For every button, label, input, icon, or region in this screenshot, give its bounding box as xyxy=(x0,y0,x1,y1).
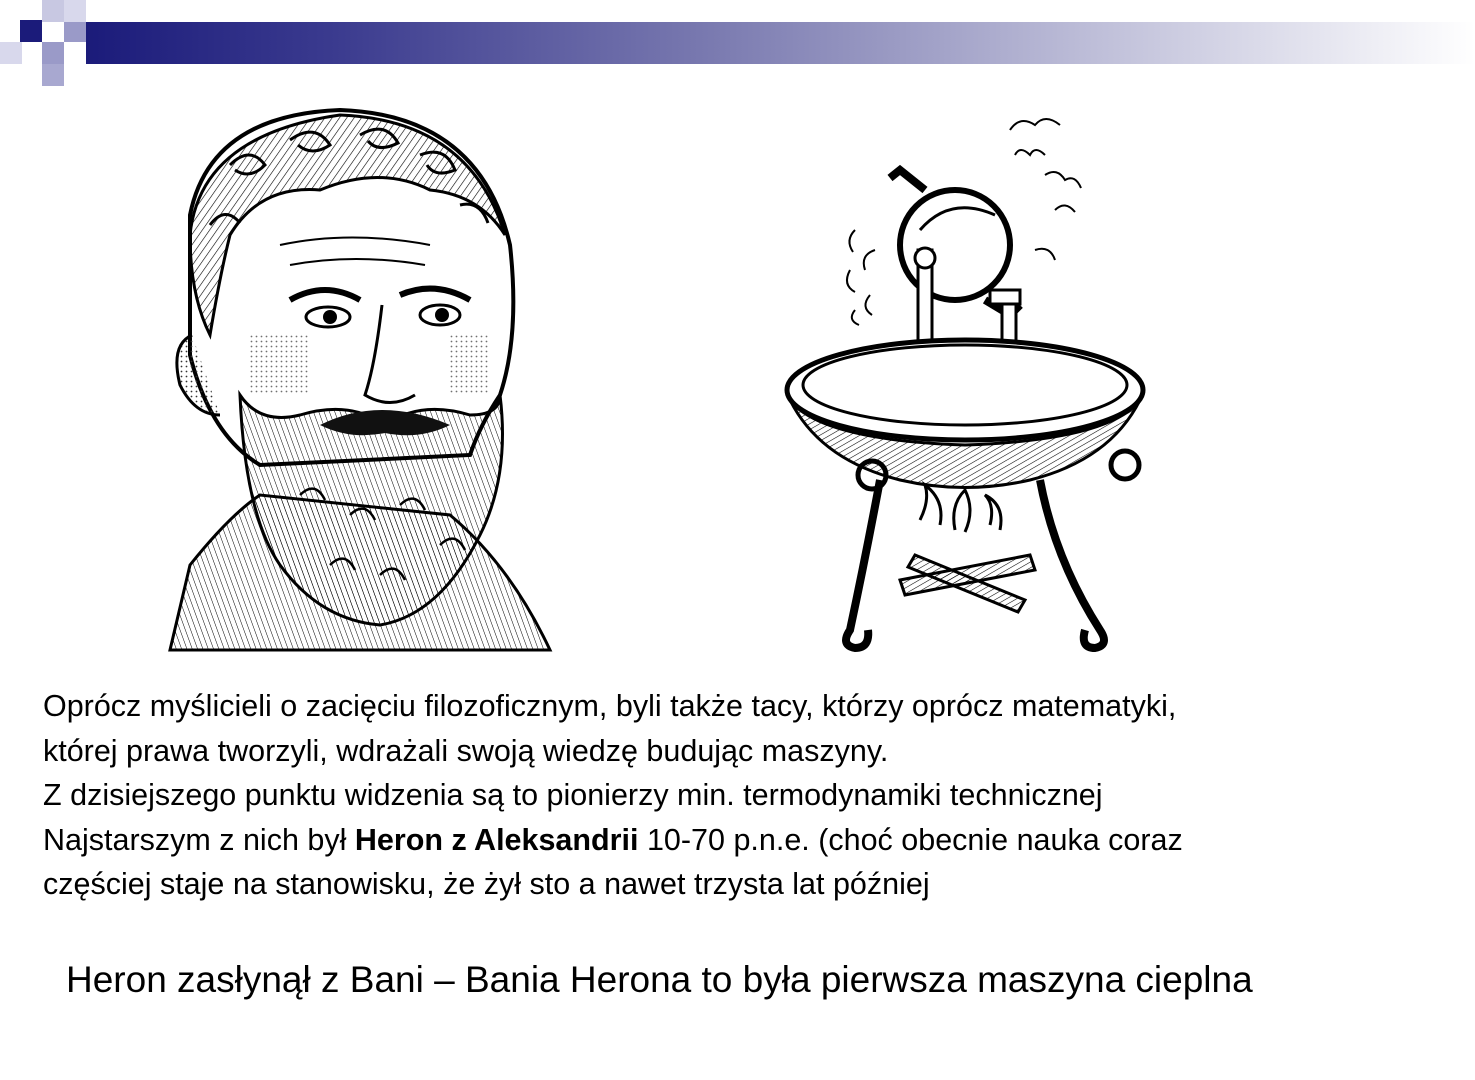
slide-body-text xyxy=(43,684,1443,907)
decor-square-dark xyxy=(20,20,42,42)
decor-square-light xyxy=(64,22,86,42)
decor-square-light xyxy=(64,0,86,22)
slide-header-decoration xyxy=(0,0,1475,90)
body-line-part: Najstarszym z nich był xyxy=(43,822,355,857)
decor-square-light xyxy=(42,0,64,22)
heron-aeolipile-icon xyxy=(780,100,1160,660)
body-line-part: 10-70 p.n.e. (choć obecnie nauka coraz xyxy=(638,822,1183,857)
header-gradient-bar xyxy=(86,22,1475,64)
heron-portrait-icon xyxy=(150,95,570,655)
body-line: Oprócz myślicieli o zacięciu filozoficznym, byli także tacy, którzy oprócz matematyki, xyxy=(43,689,1177,723)
bottom-statement: Heron zasłynął z Bani – Bania Herona to była pierwsza maszyna cieplna xyxy=(66,959,1253,1000)
decor-square-light xyxy=(42,64,64,86)
body-line: której prawa tworzyli, wdrażali swoją wiedzę budując maszyny. xyxy=(43,733,889,768)
decor-square-light xyxy=(0,42,22,64)
body-line xyxy=(43,818,1443,863)
body-line: częściej staje na stanowisku, że żył sto a nawet trzysta lat później xyxy=(43,867,930,901)
heron-name-bold: Heron z Aleksandrii xyxy=(354,822,639,857)
body-line: Z dzisiejszego punktu widzenia są to pionierzy min. termodynamiki technicznej xyxy=(43,778,1103,812)
decor-square-medium xyxy=(42,42,64,64)
